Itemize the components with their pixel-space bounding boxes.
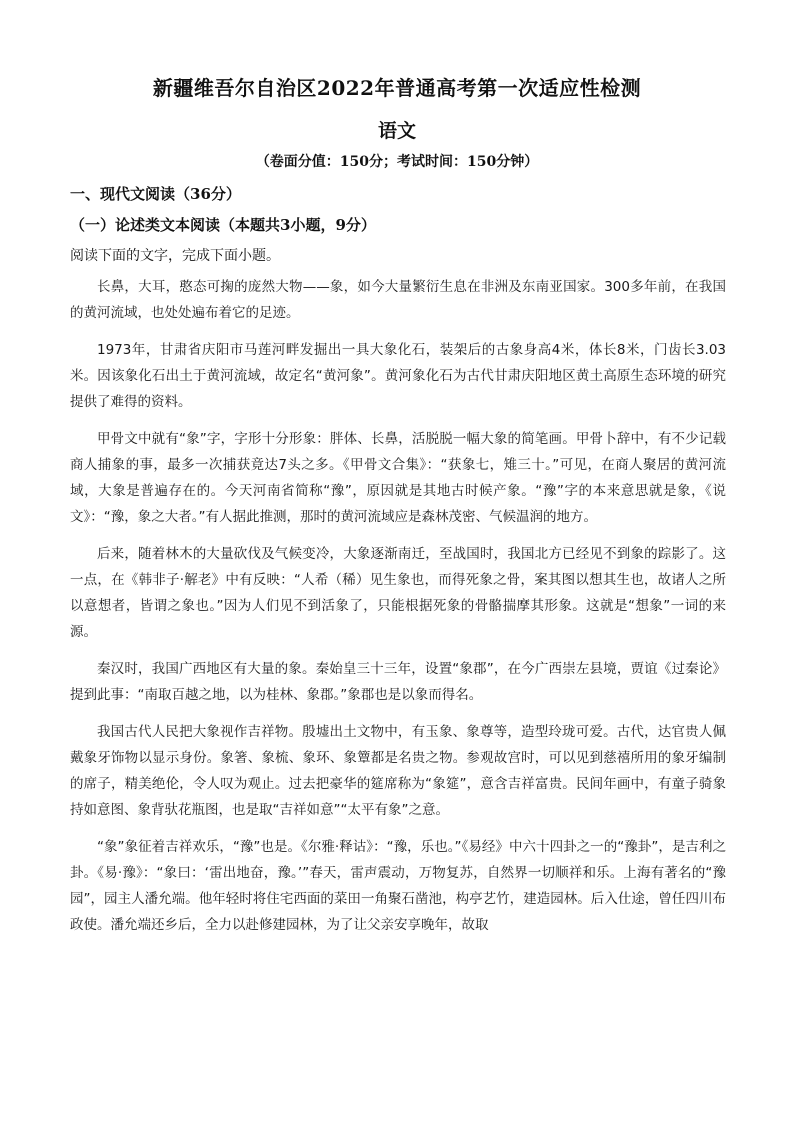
passage-paragraph: 后来，随着林木的大量砍伐及气候变冷，大象逐渐南迁，至战国时，我国北方已经见不到象的踪影了。这一点，在《韩非子·解老》中有反映：“人希（稀）见生象也，而得死象之骨，案其图以想其生也，故诸人之所以意想者，皆谓之象也。”因为人们见不到活象了，只能根据死象的骨骼揣摩其形象。这就是“想象”一词的来源。 xyxy=(70,546,726,640)
score-time-note: （卷面分值：150分；考试时间：150分钟） xyxy=(255,154,539,170)
passage-paragraph: “象”象征着吉祥欢乐，“豫”也是。《尔雅·释诂》：“豫，乐也。”《易经》中六十四卦之一的“豫卦”，是吉利之卦。《易·豫》：“象曰：‘雷出地奋，豫。’”春天，雷声震动，万物复苏，自然界一切顺祥和乐。上海有著名的“豫园”，园主人潘允端。他年轻时将住宅西面的菜田一角聚石凿池，构亭艺竹，建造园林。后入仕途，曾任四川布政使。潘允端还乡后，全力以赴修建园林，为了让父亲安享晚年，故取 xyxy=(70,839,726,933)
subject-title: 语文 xyxy=(377,120,416,142)
passage-paragraph: 甲骨文中就有“象”字，字形十分形象：胖体、长鼻，活脱脱一幅大象的简笔画。甲骨卜辞中，有不少记载商人捕象的事，最多一次捕获竟达7头之多。《甲骨文合集》：“获象七，雉三十。”可见，在商人聚居的黄河流域，大象是普遍存在的。今天河南省简称“豫”，原因就是其地古时候产象。“豫”字的本来意思就是象，《说文》：“豫，象之大者。”有人据此推测，那时的黄河流域应是森林茂密、气候温润的地方。 xyxy=(70,431,726,525)
passage-paragraph: 秦汉时，我国广西地区有大量的象。秦始皇三十三年，设置“象郡”，在今广西崇左县境，贾谊《过秦论》提到此事：“南取百越之地，以为桂林、象郡。”象郡也是以象而得名。 xyxy=(70,661,726,703)
section-heading: 一、现代文阅读（36分） xyxy=(70,185,241,203)
passage-paragraph: 我国古代人民把大象视作吉祥物。殷墟出土文物中，有玉象、象尊等，造型玲珑可爱。古代，达官贵人佩戴象牙饰物以显示身份。象箸、象梳、象环、象簟都是名贵之物。参观故宫时，可以见到慈禧所用的象牙编制的席子，精美绝伦，令人叹为观止。过去把豪华的筵席称为“象筵”，意含吉祥富贵。民间年画中，有童子骑象持如意图、象背驮花瓶图，也是取“吉祥如意”“太平有象”之意。 xyxy=(70,724,726,818)
reading-passage xyxy=(70,274,726,949)
sub-section-heading: （一）论述类文本阅读（本题共3小题，9分） xyxy=(70,216,376,234)
exam-title: 新疆维吾尔自治区2022年普通高考第一次适应性检测 xyxy=(152,76,642,100)
reading-instruction: 阅读下面的文字，完成下面小题。 xyxy=(70,248,280,264)
passage-paragraph: 长鼻，大耳，憨态可掬的庞然大物——象，如今大量繁衍生息在非洲及东南亚国家。300多年前，在我国的黄河流域，也处处遍布着它的足迹。 xyxy=(70,279,726,321)
passage-paragraph: 1973年，甘肃省庆阳市马莲河畔发掘出一具大象化石，装架后的古象身高4米，体长8米，门齿长3.03米。因该象化石出土于黄河流域，故定名“黄河象”。黄河象化石为古代甘肃庆阳地区黄土高原生态环境的研究提供了难得的资料。 xyxy=(70,342,726,410)
